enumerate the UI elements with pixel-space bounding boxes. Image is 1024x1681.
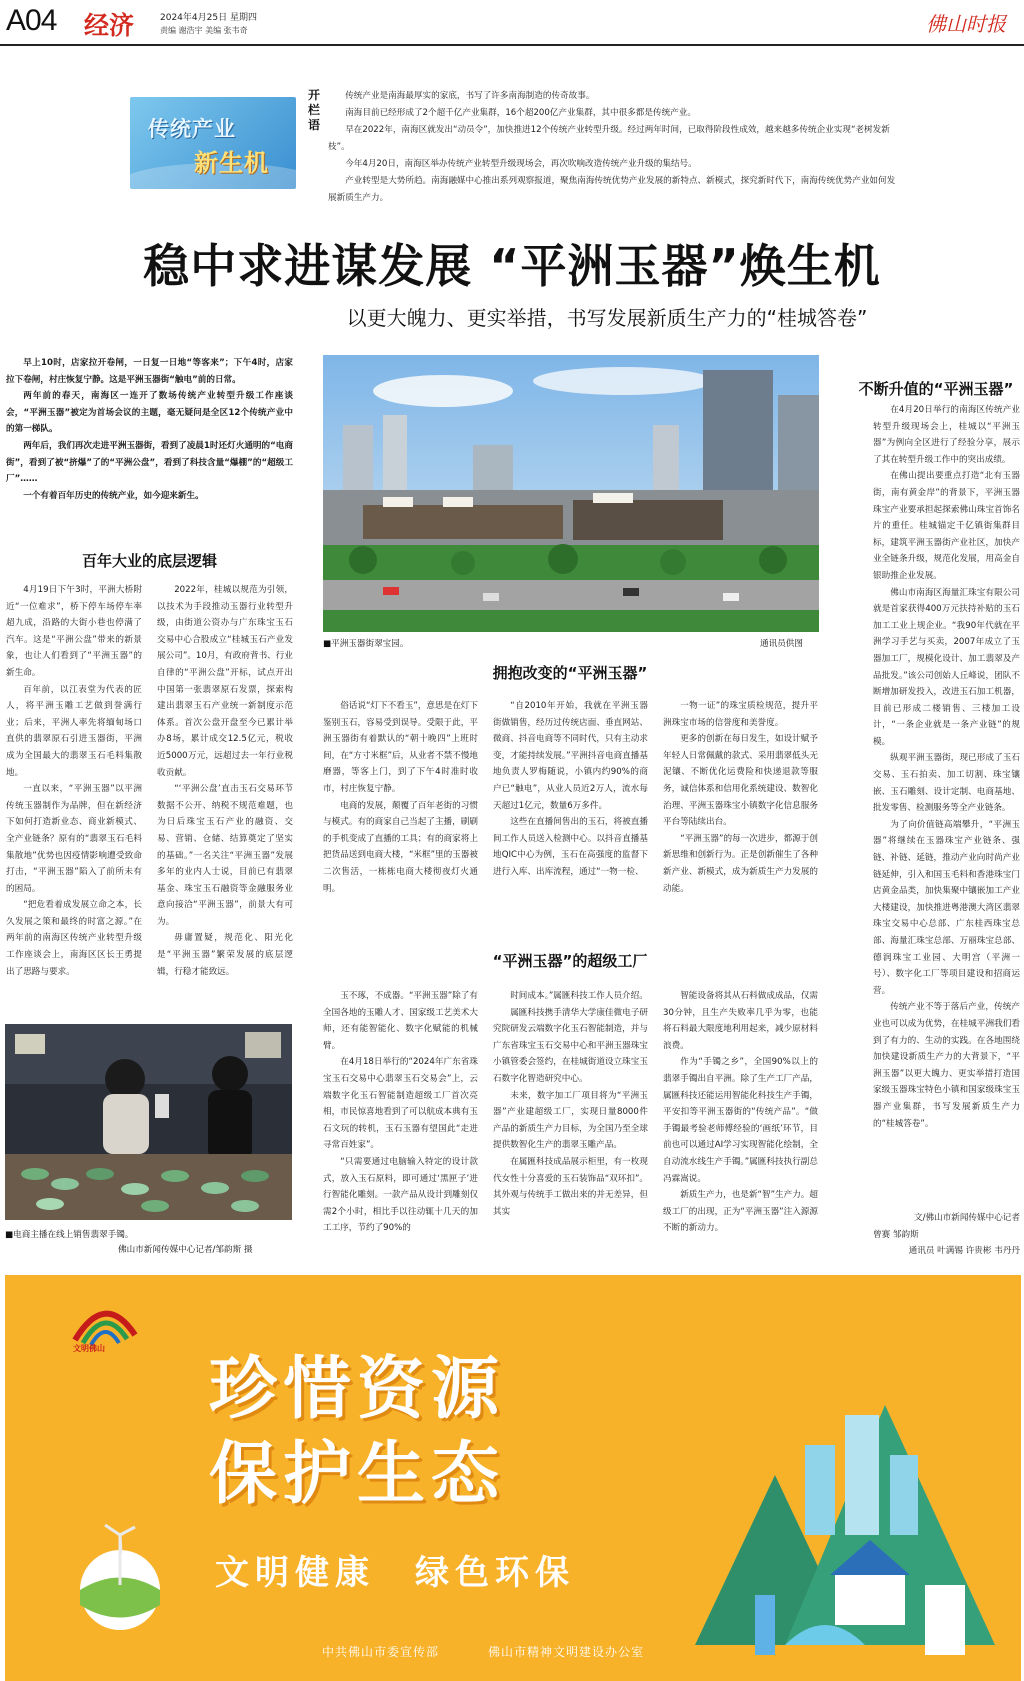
intro-paragraph: 产业转型是大势所趋。南海融媒中心推出系列观察报道，聚焦南海传统优势产业发展的新特点、新模式，探究新时代下，南海传统优势产业如何发展新质生产力。 <box>328 176 896 203</box>
section-name: 经济 <box>84 11 135 40</box>
body-paragraph: 智能设备将其从石料做成成品，仅需30分钟，且生产失败率几乎为零，也能将石料最大限度地利用起来，减少原材料浪费。 <box>663 991 818 1051</box>
column-intro <box>328 88 896 207</box>
photo-live-streaming <box>5 1024 292 1220</box>
body-paragraph: 在4月18日举行的“2024年广东省珠宝玉石交易中心翡翠玉石交易会”上，云端数字化玉石智能制造超级工厂首次亮相，市民惊喜地看到了可以航成本典有玉石文玩的转机，玉石玉器有望国此“走进寻常百姓家”。 <box>323 1057 478 1151</box>
side-section-title: 不断升值的“平洲玉器” <box>858 380 1014 398</box>
globe-windmill-icon <box>65 1505 175 1635</box>
body-paragraph: 一直以来，“平洲玉器”以平洲传统玉器制作为品牌，但在新经济下如何打造新业态、商业新模式、全产业链条？原有的“翡翠玉石毛料集散地”优势也因疫情影响遭受致命打击，“平洲玉器”陷入了前所未有的困局。 <box>6 784 142 894</box>
column-label: 开栏语 <box>308 88 321 132</box>
column-banner <box>130 97 296 189</box>
ad-headline-line-2: 保护生态 <box>209 1435 506 1514</box>
body-paragraph: 在属匯科技成品展示柜里，有一枚现代女性十分喜爱的玉石装饰品“双环扣”。其外观与传统手工做出来的并无差异，但其实 <box>493 1156 648 1217</box>
intro-paragraph: 今年4月20日，南海区举办传统产业转型升级现场会，再次吹响改造传统产业升级的集结号。 <box>345 159 697 169</box>
photo-1-credit: 通讯员供图 <box>760 639 803 649</box>
section-3-column-3 <box>663 988 818 1254</box>
lead-paragraph: 两年前的春天，南海区一连开了数场传统产业转型升级工作座谈会，“平洲玉器”被定为首场会议的主题，毫无疑问是全区12个传统产业中的第一梯队。 <box>6 391 293 435</box>
ad-sponsor-2: 佛山市精神文明建设办公室 <box>488 1645 645 1659</box>
body-paragraph: 作为“手镯之乡”，全国90%以上的翡翠手镯出自平洲。除了生产工厂产品，属匯科技还能运用智能化科技生产手镯，平安扣等平洲玉器街的“传统产品”。“做手镯最考验老师傅经验的‘画纸’环节，目前也可以通过AI学习实现智能化绘制，全自动流水线生产手镯。”属匯科技执行副总冯霖嵩说。 <box>663 1057 818 1184</box>
banner-line-1: 传统产业 <box>148 116 236 141</box>
lead-paragraph: 两年后，我们再次走进平洲玉器街，看到了凌晨1时还灯火通明的“电商街”，看到了被“挤爆”了的“平洲公盘”，看到了科技含量“爆棚”的“超级工厂”…… <box>6 440 293 485</box>
intro-paragraph: 南海目前已经形成了2个超千亿产业集群，16个超200亿产业集群，其中很多都是传统产业。 <box>345 108 696 118</box>
issue-date: 2024年4月25日 星期四 <box>160 13 257 23</box>
section-3-title: “平洲玉器”的超级工厂 <box>492 952 648 970</box>
ad-logo-text: 文明佛山 <box>73 1344 105 1353</box>
ad-slogan-1: 文明健康 <box>215 1553 375 1593</box>
body-paragraph: 俗话说“灯下不看玉”，意思是在灯下鉴别玉石，容易受到误导。受限于此，平洲玉器街有着默认的“朝十晚四”上班时间，在“方寸米框”后，从业者不禁不慢地磨器，等客上门，到了下午4时准时收市，村庄恢复宁静。 <box>323 701 478 794</box>
body-paragraph: 玉不琢，不成器。“平洲玉器”除了有全国各地的玉雕人才、国家级工艺美术大师，还有能智能化、数字化赋能的机械臂。 <box>323 991 478 1051</box>
body-paragraph: 在4月20日举行的南海区传统产业转型升级现场会上，桂城以“平洲玉器”为例向全区进行了经验分享，展示了其在转型升级工作中的突出成绩。 <box>873 405 1020 465</box>
page-header <box>0 0 1024 46</box>
body-paragraph: 4月19日下午3时，平洲大桥附近“一位难求”，桥下停车场停车率超九成，沿路的大街小巷也停满了汽车。这是“平洲公盘”带来的新景象，也让人们看到了“平洲玉器”的新生命。 <box>6 585 142 678</box>
byline-line-2: 曾赛 邹韵斯 <box>873 1229 919 1240</box>
section-2-column-2 <box>493 698 648 934</box>
photo-jade-market-aerial <box>323 355 819 632</box>
section-3-column-2 <box>493 988 648 1254</box>
section-3-column-1 <box>323 988 478 1254</box>
body-paragraph: “‘平洲公盘’直击玉石交易环节数据不公开、纳税不规范难题，也为日后珠宝玉石产业的融资、交易、营销、仓储、结算奠定了坚实的基础。”一名关注“平洲玉器”发展多年的业内人士说，目前已有翡翠基金、珠宝玉石融资等金融服务业意向接洽“平洲玉器”，前景大有可为。 <box>157 784 293 927</box>
body-paragraph: 毋庸置疑，规范化、阳光化是“平洲玉器”繁荣发展的底层逻辑，行稳才能致远。 <box>157 933 293 977</box>
article-lead <box>6 355 293 525</box>
lead-paragraph: 一个有着百年历史的传统产业，如今迎来新生。 <box>23 490 204 501</box>
body-paragraph: “自2010年开始，我就在平洲玉器街做销售，经历过传统店面、垂直网站、微商、抖音电商等不同时代，只有主动求变，才能持续发展。”平洲抖音电商直播基地负责人罗梅随说，小镇内约90%的商户已“触电”，从业人员近2万人，流水每天超过1亿元，数量6万多件。 <box>493 701 648 811</box>
photo-2-credit: 佛山市新闻传媒中心记者/邹韵斯 摄 <box>118 1245 253 1255</box>
body-paragraph: 未来，数字加工厂项目将为“平洲玉器”产业建超级工厂，实现日量8000件产品的新质生产力目标，为全国乃至全球提供数智化生产的翡翠玉雕产品。 <box>493 1090 648 1151</box>
article-subheadline: 以更大魄力、更实举措，书写发展新质生产力的“桂城答卷” <box>346 306 868 330</box>
photo-2-caption: ■电商主播在线上销售翡翠手镯。 <box>5 1230 134 1240</box>
intro-paragraph: 早在2022年，南海区就发出“动员令”，加快推进12个传统产业转型升级。经过两年时间，已取得阶段性成效，越来越多传统企业实现“老树发新枝”。 <box>328 125 890 152</box>
ad-sponsor-1: 中共佛山市委宣传部 <box>322 1645 440 1659</box>
public-service-ad <box>5 1275 1021 1681</box>
byline-line-3: 通讯员 叶满锡 许贵彬 韦丹丹 <box>908 1246 1020 1257</box>
section-2-title: 拥抱改变的“平洲玉器” <box>492 664 648 682</box>
body-paragraph: 新质生产力，也是新“智”生产力。超级工厂的出现，正为“平洲玉器”注入源源不断的新动力。 <box>663 1190 818 1234</box>
photo-live-streaming-illustration <box>5 1024 292 1220</box>
side-column <box>873 402 1020 1202</box>
section-2-column-3 <box>663 698 818 934</box>
body-paragraph: “把危看着成发展立命之本，长久发展之策和最终的时富之源。”在两年前的南海区传统产业转型升级工作座谈会上，南海区区长王勇提出了思路与要求。 <box>6 900 142 977</box>
body-paragraph: 属匯科技携手清华大学康佳微电子研究院研发云端数字化玉石智能制造，并与广东省珠宝玉石交易中心和平洲玉器珠宝小镇管委会签约，在桂城街道设立珠宝玉石数字化智造研究中心。 <box>493 1007 648 1084</box>
lead-paragraph: 早上10时，店家拉开卷闸，一日复一日地“等客来”；下午4时，店家拉下卷闸，村庄恢复宁静。这是平洲玉器街“触电”前的日常。 <box>6 358 293 385</box>
newspaper-logo: 佛山时报 <box>926 12 1006 36</box>
body-paragraph: 时间成本。”属匯科技工作人员介绍。 <box>510 991 648 1001</box>
body-paragraph: 2022年，桂城以规范为引领，以技术为手段推动玉器行业转型升级，由街道公资办与广东珠宝玉石交易中心合股成立“桂城玉石产业发展公司”。10月，有政府背书、行业自律的“平洲公盘”开标，试点开出中国第一张翡翠原石发票，探索构建出翡翠玉石产业统一新制度示范体系。首次公盘开盘至今已累计举办8场，累计成交12.5亿元，税收近5000万元，远超过去一年行业税收贡献。 <box>157 585 293 778</box>
intro-paragraph: 传统产业是南海最厚实的家底，书写了许多南海制造的传奇故事。 <box>345 91 595 101</box>
body-paragraph: 佛山市南海区海量汇珠宝有限公司就是首家获得400万元扶持补贴的玉石加工工业上规企业。“我90年代就在平洲学习手艺与买卖，2007年成立了玉器加工厂，规模化设计、加工翡翠及产品批发。”该公司创始人丘峰说，团队不断增加研发投入，改进玉石加工机器，目前已形成二楼销售、三楼加工设计，“一条企业就是一条产业链”的规模。 <box>873 587 1020 747</box>
body-paragraph: 百年前，以江表堂为代表的匠人，将平洲玉雕工艺做到誉满行业；后来，平洲人率先将缅甸场口直供的翡翠原石引进玉器街，平洲成为全国最大的翡翠玉石毛料集散地。 <box>6 684 142 778</box>
section-1-column-1 <box>6 582 142 1012</box>
body-paragraph: 一物一证”的珠宝质检规范，提升平洲珠宝市场的信誉度和美誉度。 <box>663 701 818 728</box>
section-1-title: 百年大业的底层逻辑 <box>81 552 217 570</box>
body-paragraph: 在佛山提出要重点打造“北有玉器街，南有黄金岸”的背景下，平洲玉器珠宝产业要承担起探索佛山珠宝首饰名片的重任。桂城锚定千亿镇街集群目标，建筑平洲玉器街产业社区，加快产业全链条升级，规范化发展，用高金自银助推企业发展。 <box>873 471 1020 581</box>
ad-slogan-2: 绿色环保 <box>415 1553 575 1593</box>
body-paragraph: 传统产业不等于落后产业，传统产业也可以成为优势，在桂城平洲我们看到了有力的、生动的实践。在各地围绕加快建设新质生产力的大背景下，“平洲玉器”以更大魄力、更实举措打造国家级玉器珠宝特色小镇和国家级珠宝玉器产业集群，书写发展新质生产力的“桂城答卷”。 <box>873 1002 1020 1129</box>
photo-jade-market-illustration <box>323 355 819 632</box>
banner-line-2: 新生机 <box>194 148 269 177</box>
byline <box>873 1210 1020 1260</box>
body-paragraph: 电商的发展，颠覆了百年老街的习惯与模式。有的商家自己当起了主播，刷刷的手机变成了直播的工具；有的商家将上把货品送到电商大楼，“米框”里的玉器被二次售活，一栋栋电商大楼彻夜灯火通明。 <box>323 800 478 894</box>
article-headline: 稳中求进谋发展 “平洲玉器”焕生机 <box>143 239 881 293</box>
body-paragraph: 为了向价值链高端攀升，“平洲玉器”将继续在玉器珠宝产业链条、强链、补链、延链，推动产业向时尚产业链延伸，引入和国玉毛料和香港珠宝门店黄金品类，加快集聚中镶嵌加工产业大楼建设，加快推进粤港澳大湾区翡翠珠宝交易中心总部、广东桂西珠宝总部、海量汇珠宝总部、万丽珠宝总部、德润珠宝工业园、大明宫（平洲一号）、数字化工厂等项目建设和招商运营。 <box>873 819 1020 996</box>
page-number: A04 <box>6 4 57 37</box>
body-paragraph: 这些在直播间售出的玉石，将被直播间工作人员送入检测中心。以抖音直播基地QIC中心为例，玉石在高强度的监督下进行入库、出库流程，通过“一物一检、 <box>493 817 648 877</box>
section-1-column-2 <box>157 582 293 1012</box>
body-paragraph: “只需要通过电脑输入特定的设计款式，放入玉石原料，即可通过‘黑匣子’进行智能化雕刻。一款产品从设计到雕刻仅需2个小时，相比手以往动辄十几天的加工工序，节约了90%的 <box>323 1156 478 1234</box>
body-paragraph: 更多的创新在每日发生，如设计赋予年轻人日常佩戴的款式、采用翡翠低头无泥镶、不断优化运费险和快递退款等服务，诚信体系和信用化系统建设、数智化治理、平洲玉器珠宝小镇数字化信息服务平台等陆续出台。 <box>663 734 818 828</box>
photo-1-caption: ■平洲玉器街翠宝园。 <box>323 639 409 649</box>
ad-headline-line-1: 珍惜资源 <box>209 1350 506 1429</box>
section-2-column-1 <box>323 698 478 934</box>
body-paragraph: “平洲玉器”的每一次进步，都源于创新思维和创新行为。正是创新催生了各种新产业、新模式，成为新质生产力发展的动能。 <box>663 833 818 894</box>
editors-line: 责编 谢浩宇 美编 张韦奇 <box>160 26 248 35</box>
body-paragraph: 纵观平洲玉器街，现已形成了玉石交易、玉石拍卖、加工切割、珠宝镶嵌、玉石雕刻、设计定制、电商基地、批发零售、检测服务等全产业链条。 <box>873 753 1020 814</box>
byline-line-1: 文/佛山市新闻传媒中心记者 <box>913 1213 1020 1223</box>
green-city-illustration <box>695 1345 995 1665</box>
